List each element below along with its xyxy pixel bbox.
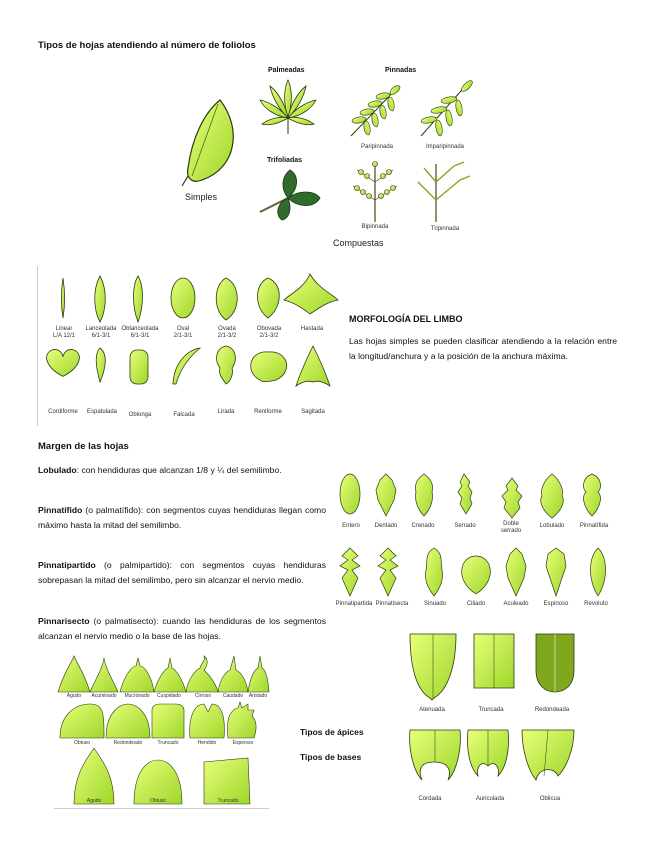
apice-agudo-2-label: Agudo — [86, 798, 102, 804]
margen-lobulado: Lobulado: con hendiduras que alcanzan 1/8 y ¼ del semilimbo. — [38, 465, 282, 475]
shape-oblonga-label: Oblonga — [128, 412, 152, 418]
margen-revoluto-label: Revoluto — [584, 601, 608, 607]
label-tripinnada: Tripinnada — [430, 226, 460, 232]
shape-lirada-label: Lirada — [217, 409, 235, 415]
apices-drawing — [54, 652, 269, 808]
shape-reniforme-label: Reniforme — [254, 409, 282, 415]
shape-espatulada-label: Espatulada — [86, 409, 118, 415]
shape-cordiforme-label: Cordiforme — [48, 409, 78, 415]
margen-pinnatisecta-label: Pinnatisecta — [375, 601, 409, 607]
apice-acuminado-label: Acuminado — [91, 693, 117, 699]
margen-entero-label: Entero — [342, 523, 360, 529]
shape-falcada-label: Falcada — [173, 412, 195, 418]
apices-panel — [54, 652, 269, 809]
apice-espinoso-label: Espinoso — [232, 740, 254, 746]
margen-crenado-label: Crenado — [411, 523, 435, 529]
apice-cuspidado-label: Cuspidado — [157, 693, 181, 699]
base-oblicua-label: Oblicua — [539, 796, 561, 802]
apice-aristado-label: Aristado — [248, 693, 268, 699]
apice-redondeado-label: Redondeado — [113, 740, 143, 746]
apice-truncado-2-label: Truncado — [217, 798, 239, 804]
base-cordada-label: Cordada — [418, 796, 442, 802]
label-palmeadas: Palmeadas — [268, 67, 305, 74]
label-compuestas: Compuestas — [333, 238, 384, 248]
paripinnada-leaf-illustration — [345, 80, 405, 140]
margen-pinnarisecto: Pinnarisecto (o palmatisecto): cuando las hendiduras de los segmentos alcanzan el nervio medio o la base de las hojas. — [38, 616, 326, 641]
margen-illustrations — [336, 470, 616, 620]
label-paripinnada: Paripinnada — [360, 144, 394, 150]
shape-ovada-label: Ovada 2/1-3/2 — [217, 326, 237, 339]
base-redondeada-label: Redondeada — [534, 707, 570, 713]
apice-hendido-label: Hendido — [197, 740, 217, 746]
margen-aculeado-label: Aculeado — [503, 601, 529, 607]
margen-doble-serrado-label: Doble serrado — [500, 521, 522, 534]
base-truncada-label: Truncada — [478, 707, 504, 713]
shape-sagitada-label: Sagitada — [301, 409, 325, 415]
margen-pinnatipartido: Pinnatipartido (o palmipartido): con segmentos cuyas hendiduras sobrepasan la mitad del semilimbo, pero sin alcanzar el nervio medio. — [38, 560, 326, 585]
simple-leaf-illustration — [182, 98, 242, 188]
apice-cirroso-label: Cirroso — [194, 693, 212, 699]
apices-label: Tipos de ápices — [300, 727, 364, 737]
shape-obovada-label: Obovada 2/1-3/2 — [256, 326, 282, 339]
limbo-shapes-panel — [37, 266, 346, 426]
margen-ciliado-label: Ciliado — [466, 601, 486, 607]
label-trifoliadas: Trifoliadas — [267, 157, 303, 164]
bases-label: Tipos de bases — [300, 752, 362, 762]
base-auriculada-label: Auriculada — [475, 796, 505, 802]
margen-dentado-label: Dentado — [374, 523, 398, 529]
limbo-title: MORFOLOGÍA DEL LIMBO — [349, 314, 463, 324]
margen-pinnatifido: Pinnatífido (o palmatífido): con segmentos cuyas hendiduras llegan como máximo hasta la mitad del semilimbo. — [38, 505, 326, 530]
shape-lanceolada-label: Lanceolada 6/1-3/1 — [85, 326, 117, 339]
trifoliada-leaf-illustration — [258, 168, 328, 220]
shape-oval-label: Oval 2/1-3/1 — [173, 326, 193, 339]
label-bipinnada: Bipinnada — [361, 224, 389, 230]
imparipinnada-leaf-illustration — [415, 78, 475, 140]
margen-pinnatifida-label: Pinnatífida — [579, 523, 609, 529]
label-pinnadas: Pinnadas — [385, 67, 417, 74]
limbo-text: Las hojas simples se pueden clasificar atendiendo a la relación entre la longitud/anchura y a la posición de la anchura máxima. — [349, 336, 617, 361]
bipinnada-leaf-illustration — [345, 160, 405, 222]
label-simples: Simples — [185, 192, 218, 202]
margen-pinnatipartida-label: Pinnatipartida — [335, 601, 373, 607]
apice-mucronado-label: Mucronado — [124, 693, 150, 699]
shape-hastada-label: Hastada — [300, 326, 324, 332]
margen-lobulado-label: Lobulado — [539, 523, 565, 529]
margen-title: Margen de las hojas — [38, 441, 129, 452]
margen-sinuado-label: Sinuado — [423, 601, 447, 607]
apice-caudado-label: Caudado — [222, 693, 244, 699]
apice-truncado-label: Truncado — [157, 740, 179, 746]
apice-agudo-label: Agudo — [66, 693, 82, 699]
tripinnada-leaf-illustration — [414, 160, 474, 222]
palmeada-leaf-illustration — [258, 78, 318, 136]
apice-obtuso-label: Obtuso — [73, 740, 91, 746]
label-imparipinnada: Imparipinnada — [425, 144, 465, 150]
shape-oblanceolada-label: Oblanceolada 6/1-3/1 — [121, 326, 159, 339]
shape-linear-label: Linear L/A 12/1 — [52, 326, 76, 339]
apice-obtuso-2-label: Obtuso — [149, 798, 167, 804]
margen-espinoso-label: Espinoso — [543, 601, 569, 607]
limbo-shapes-drawing — [38, 266, 346, 426]
margen-serrado-label: Serrado — [454, 523, 476, 529]
bases-drawing — [404, 630, 584, 800]
section-title-foliolos: Tipos de hojas atendiendo al número de foliolos — [38, 40, 256, 51]
base-atenuada-label: Atenuada — [419, 707, 445, 713]
